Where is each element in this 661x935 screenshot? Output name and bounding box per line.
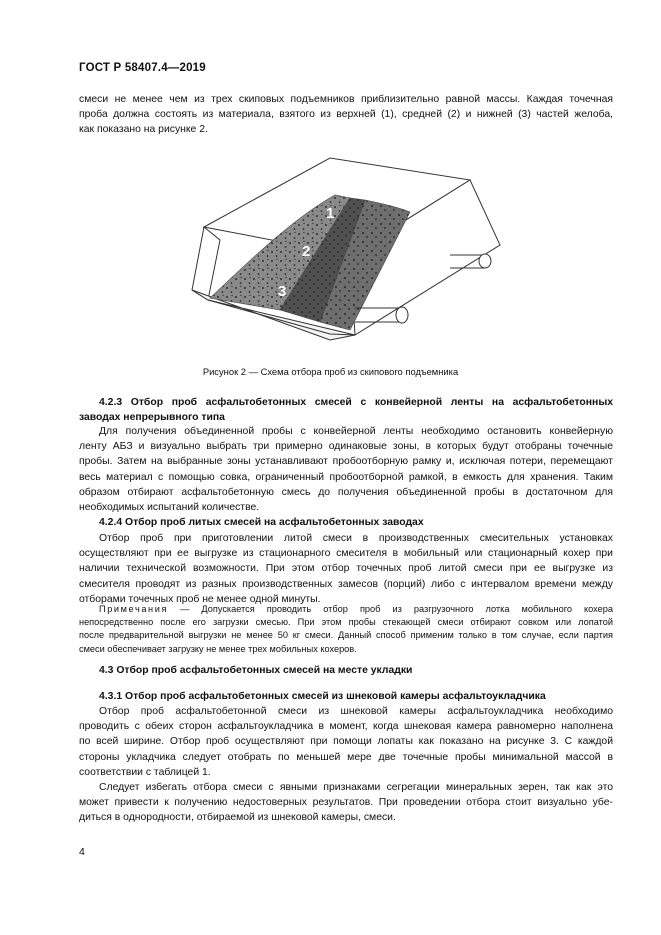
- text-line: отборами точечных проб не менее одной минуты.: [79, 593, 321, 605]
- text-line: пробы. Затем на выбранные зоны устанавливают пробоотборную рамку и, исключая потери, перемещают: [79, 456, 613, 468]
- text-line: проводить с обеих сторон асфальтоукладчика в момент, когда шнековая камера равномерно наполнена: [79, 721, 613, 733]
- section-heading-4-3: [79, 663, 613, 678]
- heading-line: заводах непрерывного типа: [79, 412, 225, 423]
- note-label: Примечания: [99, 604, 169, 614]
- heading-line: 4.3.1 Отбор проб асфальтобетонных смесей из шнековой камеры асфальтоукладчика: [99, 691, 546, 702]
- text-line: весь материал с помощью совка, ограниченный пробоотборной рамкой, в емкость для хранения. Таким: [79, 471, 613, 483]
- note-line: непосредственно после его загрузки смесью. При этом пробы стекающей смеси отбирают совком или лопатой: [79, 617, 613, 628]
- document-header: ГОСТ Р 58407.4—2019: [79, 62, 206, 74]
- note-line: после предварительной выгрузки не менее 50 кг смеси. Данный способ применим только в том случае, если партия: [79, 630, 613, 641]
- text-line: Следует избегать отбора смеси с явными признаками сегрегации минеральных зерен, так как это: [99, 781, 613, 793]
- note-line: [79, 603, 613, 616]
- text-line: Отбор проб асфальтобетонной смеси из шнековой камеры асфальтоукладчика необходимо: [99, 706, 613, 717]
- text-line: диться в однородности, отбираемой из шнековой камеры, смеси.: [79, 812, 396, 824]
- note-block: [79, 603, 613, 656]
- section-heading-4-2-3: [79, 395, 613, 425]
- page-number: 4: [79, 846, 85, 858]
- text-line: по всей ширине. Отбор проб осуществляют при помощи лопаты как показано на рисунке 3. С каждой: [79, 736, 613, 748]
- note-line: смеси обеспечивает загрузку не менее трех мобильных кохеров.: [79, 643, 357, 654]
- label-1: 1: [326, 205, 335, 222]
- text-line: смеси не менее чем из трех скиповых подъемников приблизительно равной массы. Каждая точечная: [79, 94, 613, 105]
- text-line: Отбор проб при приготовлении литой смеси в производственных смесительных установках: [99, 533, 613, 544]
- text-line: смесителя проводят из разных производственных замесов (порций) либо с интервалом времени между: [79, 578, 613, 590]
- note-text: — Допускается проводить отбор проб из разгрузочного лотка мобильного кохера: [168, 604, 613, 614]
- heading-line: 4.2.4 Отбор проб литых смесей на асфальтобетонных заводах: [99, 517, 424, 528]
- text-line: образом отбирают асфальтобетонную смесь до получения объединенной пробы в достаточном для: [79, 486, 613, 498]
- figure-caption: Рисунок 2 — Схема отбора проб из скипового подъемника: [202, 366, 459, 377]
- text-line: Для получения объединенной пробы с конвейерной ленты необходимо остановить конвейерную: [99, 426, 613, 437]
- paragraph-4-3-1: [79, 704, 613, 826]
- intro-paragraph: [79, 92, 613, 138]
- paragraph-4-2-3: [79, 424, 613, 515]
- text-line: как показано на рисунке 2.: [79, 124, 208, 136]
- heading-line: 4.3 Отбор проб асфальтобетонных смесей на месте укладки: [99, 665, 413, 676]
- section-heading-4-3-1: [79, 689, 613, 704]
- label-2: 2: [302, 243, 311, 260]
- text-line: проба должна состоять из материала, взятого из верхней (1), средней (2) и нижней (3) частей желоба,: [79, 109, 613, 121]
- paragraph-4-2-4: [79, 531, 613, 607]
- text-line: стороны укладчика следует отобрать по меньшей мере две точечные пробы минимальной массой в: [79, 751, 613, 763]
- text-line: необходимых испытаний количестве.: [79, 501, 260, 513]
- section-heading-4-2-4: [79, 515, 613, 530]
- heading-line: 4.2.3 Отбор проб асфальтобетонных смесей с конвейерной ленты на асфальтобетонных: [99, 397, 613, 408]
- text-line: соответствии с таблицей 1.: [79, 766, 211, 778]
- label-3: 3: [278, 283, 287, 300]
- text-line: осуществляют при ее выгрузке из стационарного смесителя в мобильный или стационарный кохер при: [79, 548, 613, 560]
- skip-hoist-figure: [180, 150, 510, 346]
- text-line: может привести к получению недостоверных результатов. При проведении отбора стоит визуально убе-: [79, 797, 613, 809]
- text-line: ленту АБЗ и визуально выбрать три примерно одинаковые зоны, в которых будут отобраны точечные: [79, 441, 613, 453]
- text-line: наличии технической возможности. При этом отбор точечных проб литой смеси при ее выгрузке из: [79, 563, 613, 575]
